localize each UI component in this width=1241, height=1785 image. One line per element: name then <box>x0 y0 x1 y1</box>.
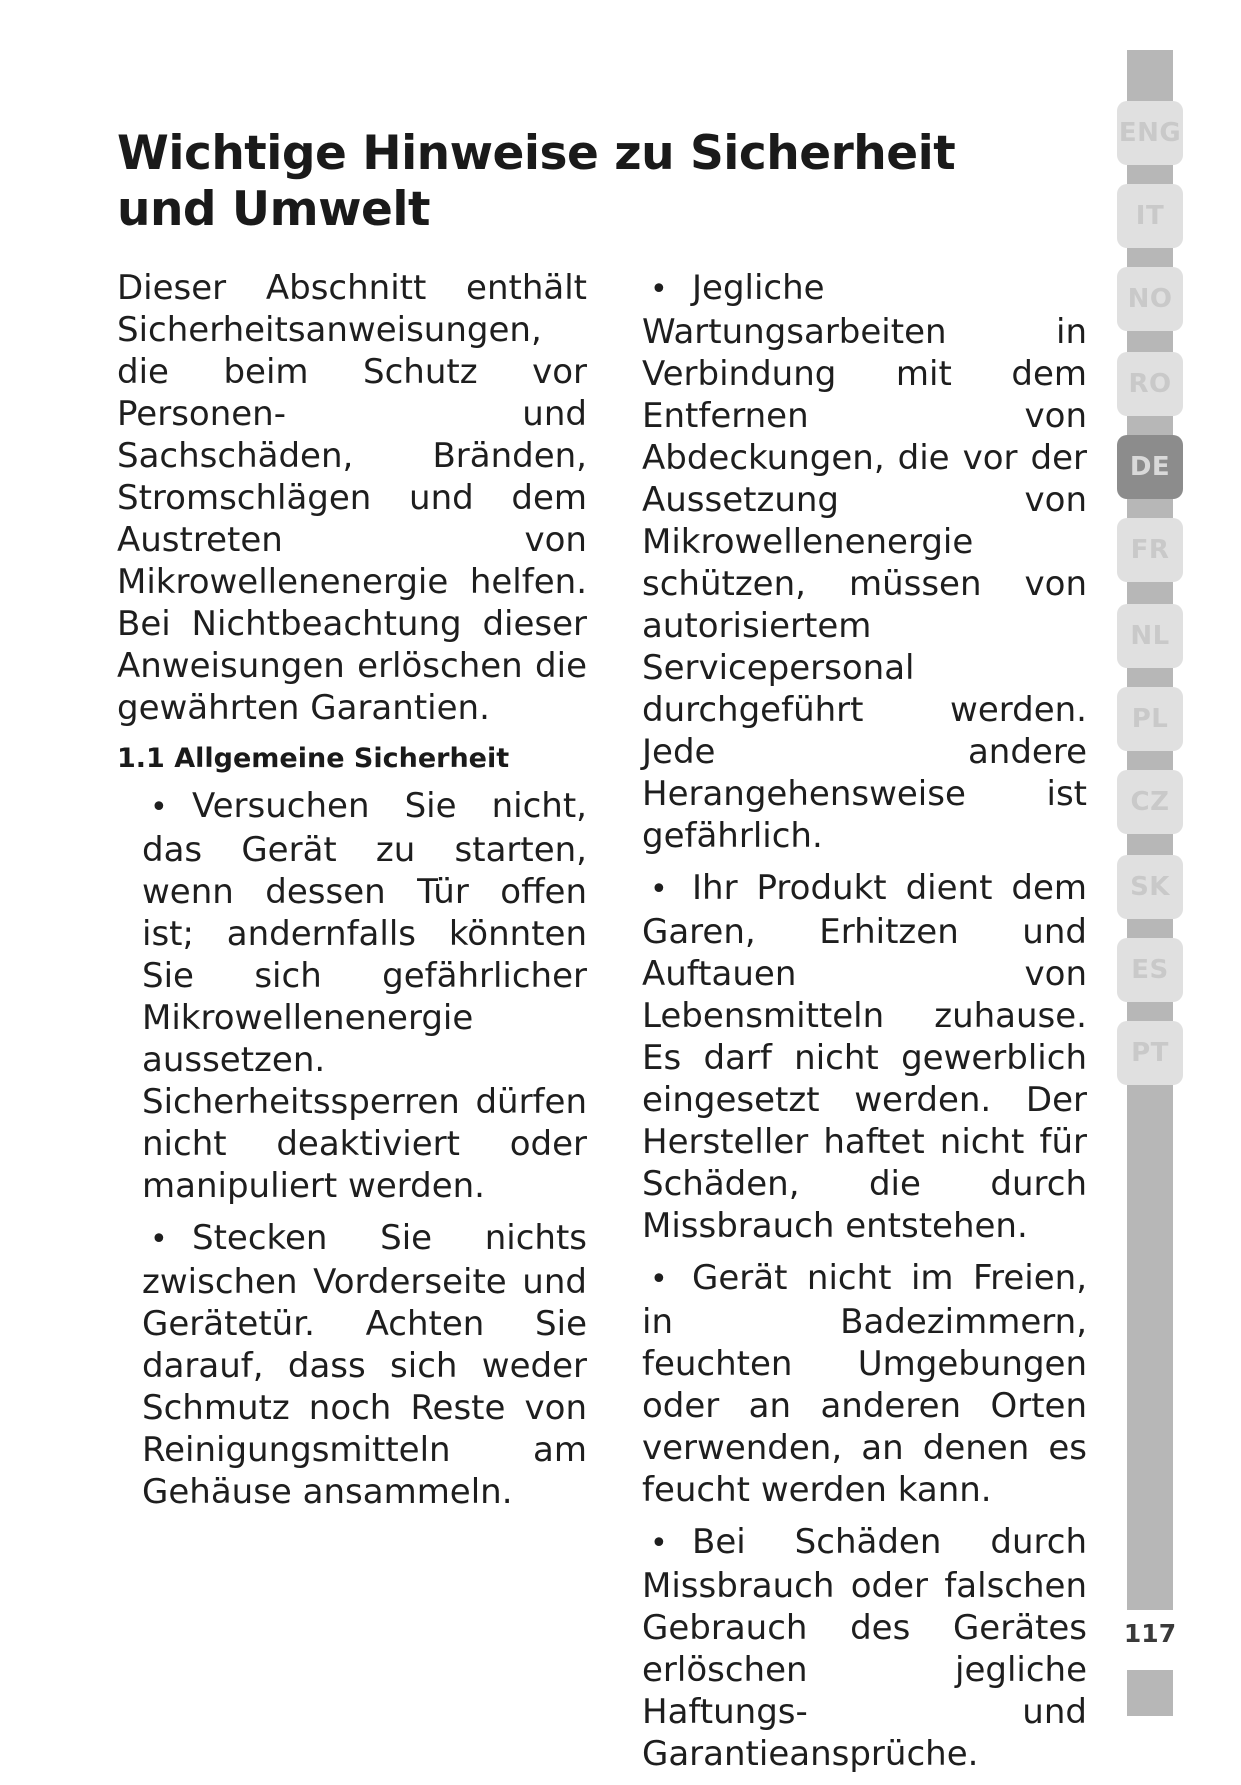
bullet-icon: • <box>150 1222 168 1257</box>
bullet-item-no-outdoor <box>642 1257 1087 1511</box>
tab-lang-de[interactable]: DE <box>1117 435 1183 499</box>
bullet-text: Ihr Produkt dient dem Garen, Erhitzen und Auftauen von Lebensmitteln zuhause. Es darf nicht gewerblich eingesetzt werden. Der Hersteller haftet nicht für Schäden, die durch Missbrauch entstehen. <box>642 868 1087 1246</box>
right-column <box>642 267 1087 1785</box>
bullet-text: Gerät nicht im Freien, in Badezimmern, feuchten Umgebungen oder an anderen Orten verwenden, an denen es feucht werden kann. <box>642 1258 1087 1510</box>
left-column <box>117 267 587 1523</box>
tab-lang-no[interactable]: NO <box>1117 267 1183 331</box>
bullet-item-door-open <box>142 785 587 1207</box>
tab-lang-es[interactable]: ES <box>1117 938 1183 1002</box>
left-bullet-list <box>117 785 587 1513</box>
bullet-text: Versuchen Sie nicht, das Gerät zu starten, wenn dessen Tür offen ist; andernfalls könnten Sie sich gefährlicher Mikrowellenenergie aussetzen. Sicherheitssperren dürfen nicht deaktiviert oder manipuliert werden. <box>142 786 587 1206</box>
bullet-icon: • <box>650 1526 668 1561</box>
tab-lang-sk[interactable]: SK <box>1117 855 1183 919</box>
bullet-icon: • <box>650 272 668 307</box>
bullet-text: Jegliche Wartungsarbeiten in Verbindung mit dem Entfernen von Abdeckungen, die vor der Aussetzung von Mikrowellenenergie schützen, müssen von autorisiertem Servicepersonal durchgeführt werden. Jede andere Herangehensweise ist gefährlich. <box>642 268 1087 856</box>
bullet-icon: • <box>150 790 168 825</box>
side-strip-end-block <box>1127 1670 1173 1716</box>
bullet-text: Bei Schäden durch Missbrauch oder falschen Gebrauch des Gerätes erlöschen jegliche Haftungs- und Garantieansprüche. <box>642 1522 1087 1774</box>
tab-lang-pl[interactable]: PL <box>1117 687 1183 751</box>
bullet-icon: • <box>650 1262 668 1297</box>
bullet-item-household-use <box>642 867 1087 1247</box>
tab-lang-cz[interactable]: CZ <box>1117 770 1183 834</box>
tab-lang-eng[interactable]: ENG <box>1117 101 1183 165</box>
bullet-item-maintenance <box>642 267 1087 857</box>
section-heading: 1.1 Allgemeine Sicherheit <box>117 743 510 774</box>
right-bullet-list <box>642 267 1087 1775</box>
bullet-item-no-objects <box>142 1217 587 1513</box>
bullet-icon: • <box>650 872 668 907</box>
tab-lang-pt[interactable]: PT <box>1117 1021 1183 1085</box>
bullet-item-warranty <box>642 1521 1087 1775</box>
tab-lang-it[interactable]: IT <box>1117 184 1183 248</box>
tab-lang-nl[interactable]: NL <box>1117 604 1183 668</box>
page-number: 117 <box>1123 1619 1177 1648</box>
tab-lang-ro[interactable]: RO <box>1117 352 1183 416</box>
tab-lang-fr[interactable]: FR <box>1117 518 1183 582</box>
page-title: Wichtige Hinweise zu Sicherheit und Umwelt <box>117 126 956 237</box>
bullet-text: Stecken Sie nichts zwischen Vorderseite und Gerätetür. Achten Sie darauf, dass sich weder Schmutz noch Reste von Reinigungsmitteln am Gehäuse ansammeln. <box>142 1218 587 1512</box>
intro-paragraph: Dieser Abschnitt enthält Sicherheitsanweisungen, die beim Schutz vor Personen- und Sachschäden, Bränden, Stromschlägen und dem Austreten von Mikrowellenenergie helfen. Bei Nichtbeachtung dieser Anweisungen erlöschen die gewährten Garantien. <box>117 268 587 728</box>
